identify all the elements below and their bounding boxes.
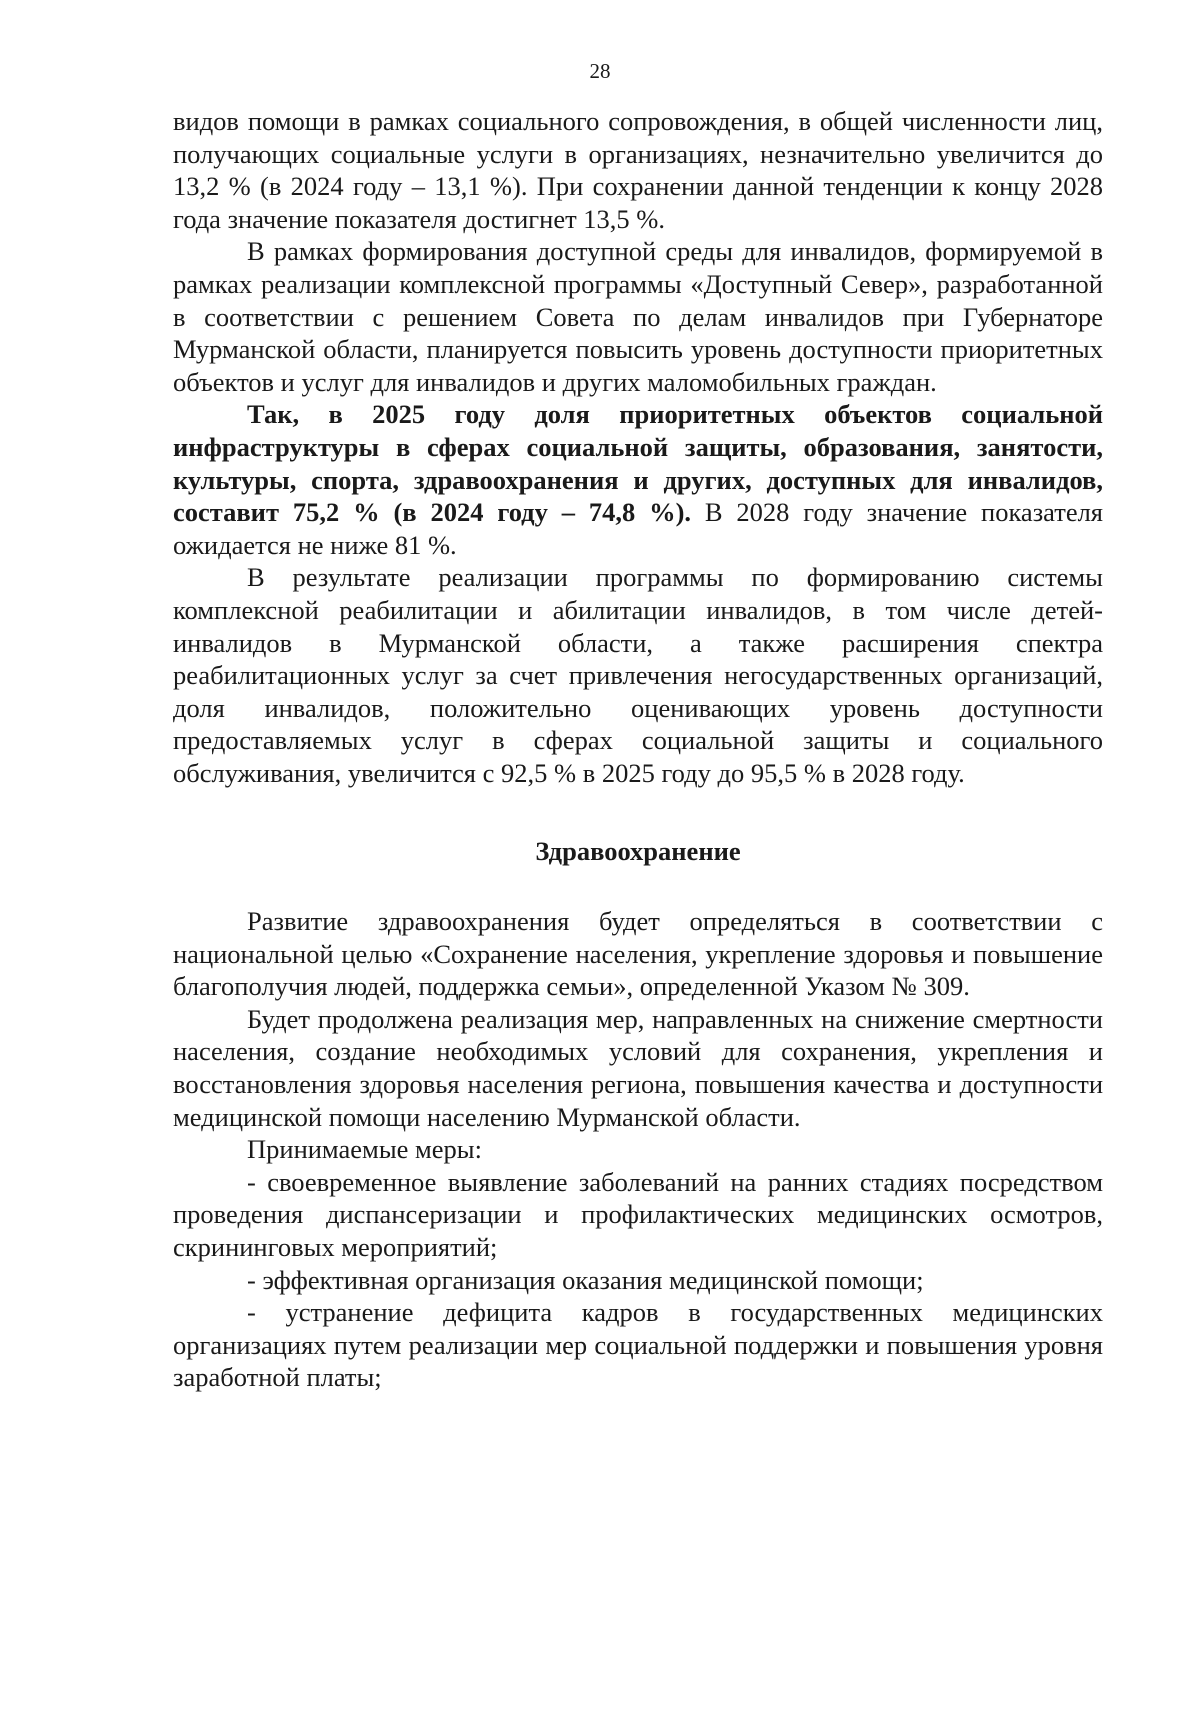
list-item-effective-organization: - эффективная организация оказания медицинской помощи; bbox=[247, 1264, 924, 1295]
list-item-early-detection: - своевременное выявление заболеваний на ранних стадиях посредством проведения диспансеризации и профилактических медицинских осмотров, скрининговых мероприятий; bbox=[173, 1166, 1103, 1262]
section-heading-healthcare: Здравоохранение bbox=[535, 836, 741, 867]
list-item-staff-shortage: - устранение дефицита кадров в государственных медицинских организациях путем реализации мер социальной поддержки и повышения уровня заработной платы; bbox=[173, 1297, 1103, 1393]
page-number: 28 bbox=[589, 59, 611, 83]
priority-objects-regular-text: В 2028 году значение показателя ожидается не ниже 81 %. bbox=[173, 497, 1103, 560]
paragraph-measures-intro: Принимаемые меры: bbox=[247, 1134, 482, 1165]
paragraph-priority-objects bbox=[173, 398, 1103, 561]
paragraph-accessible-environment: В рамках формирования доступной среды для инвалидов, формируемой в рамках реализации комплексной программы «Доступный Север», разработанной в соответствии с решением Совета по делам инвалидов при Губернаторе Мурманской области, планируется повысить уровень доступности приоритетных объектов и услуг для инвалидов и других маломобильных граждан. bbox=[173, 236, 1103, 397]
paragraph-mortality-measures: Будет продолжена реализация мер, направленных на снижение смертности населения, создание необходимых условий для сохранения, укрепления и восстановления здоровья населения региона, повышения качества и доступности медицинской помощи населению Мурманской области. bbox=[173, 1003, 1103, 1132]
document-body bbox=[173, 105, 1103, 1394]
paragraph-healthcare-development: Развитие здравоохранения будет определяться в соответствии с национальной целью «Сохранение населения, укрепление здоровья и повышение благополучия людей, поддержка семьи», определенной Указом № 309. bbox=[173, 906, 1103, 1002]
priority-objects-bold-text: Так, в 2025 году доля приоритетных объектов социальной инфраструктуры в сферах социальной защиты, образования, занятости, культуры, спорта, здравоохранения и других, доступных для инвалидов, составит 75,2 % (в 2024 году – 74,8 %). bbox=[173, 399, 1103, 528]
paragraph-rehabilitation: В результате реализации программы по формированию системы комплексной реабилитации и абилитации инвалидов, в том числе детей-инвалидов в Мурманской области, а также расширения спектра реабилитационных услуг за счет привлечения негосударственных организаций, доля инвалидов, положительно оценивающих уровень доступности предоставляемых услуг в сферах социальной защиты и социального обслуживания, увеличится с 92,5 % в 2025 году до 95,5 % в 2028 году. bbox=[173, 562, 1103, 788]
paragraph-social-support: видов помощи в рамках социального сопровождения, в общей численности лиц, получающих социальные услуги в организациях, незначительно увеличится до 13,2 % (в 2024 году – 13,1 %). При сохранении данной тенденции к концу 2028 года значение показателя достигнет 13,5 %. bbox=[173, 106, 1103, 234]
